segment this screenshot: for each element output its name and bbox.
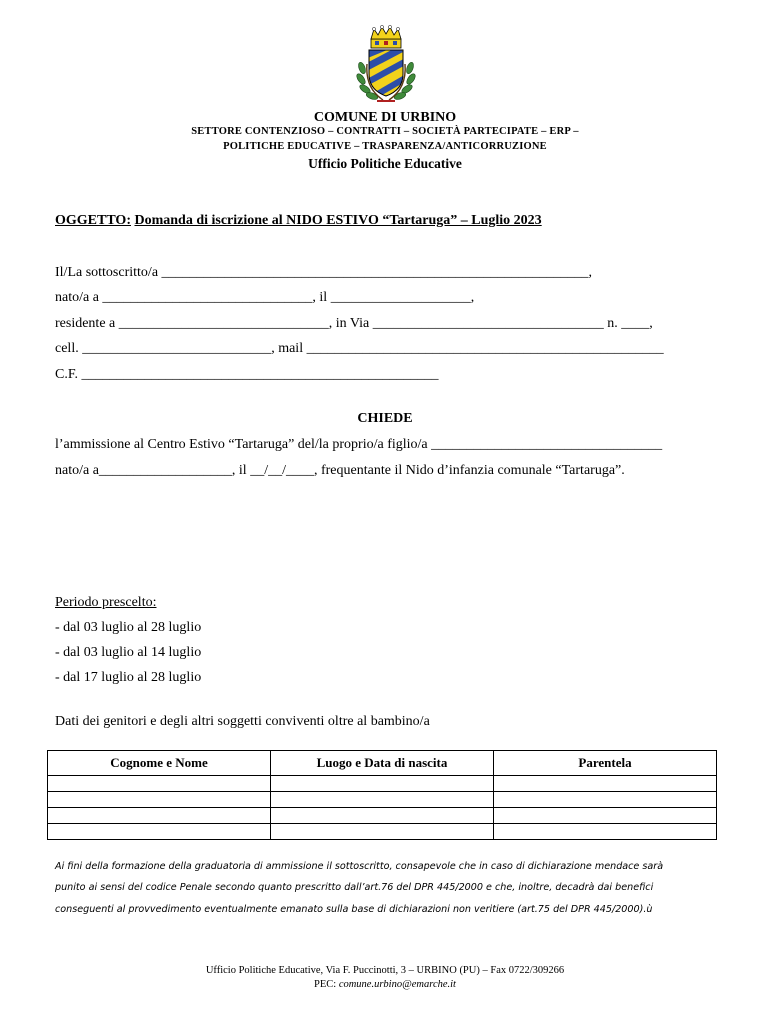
department-line-1: SETTORE CONTENZIOSO – CONTRATTI – SOCIETÀ PARTECIPATE – ERP –: [191, 126, 579, 137]
disclaimer-line: Ai fini della formazione della graduatoria di ammissione il sottoscritto, consapevole che in caso di dichiarazione mendace sarà: [55, 861, 664, 872]
footer-address: Ufficio Politiche Educative, Via F. Puccinotti, 3 – URBINO (PU) – Fax 0722/309266: [205, 965, 565, 976]
period-heading: Periodo prescelto:: [55, 595, 157, 610]
applicant-tax-code-field[interactable]: C.F. ___________________________________________________: [55, 367, 439, 382]
applicant-name-field[interactable]: Il/La sottoscritto/a _____________________________________________________________,: [55, 265, 593, 280]
table-cell[interactable]: [271, 776, 494, 792]
applicant-contact-field[interactable]: cell. ___________________________, mail ___________________________________________________: [55, 341, 664, 356]
request-heading: CHIEDE: [357, 411, 413, 426]
pec-label: PEC:: [314, 979, 337, 990]
table-cell[interactable]: [48, 792, 271, 808]
column-header-relationship: Parentela: [494, 751, 717, 776]
household-table: [47, 750, 717, 840]
applicant-residence-field[interactable]: residente a ______________________________, in Via _________________________________ n. ____,: [55, 316, 653, 331]
household-caption: Dati dei genitori e degli altri soggetti conviventi oltre al bambino/a: [55, 714, 430, 729]
table-cell[interactable]: [494, 824, 717, 840]
applicant-birth-field[interactable]: nato/a a ______________________________, il ____________________,: [55, 290, 475, 305]
table-cell[interactable]: [48, 776, 271, 792]
table-cell[interactable]: [271, 792, 494, 808]
subject-line: [55, 213, 542, 229]
child-birth-field[interactable]: nato/a a___________________, il __/__/____, frequentante il Nido d’infanzia comunale “Tartaruga”.: [55, 463, 625, 478]
table-cell[interactable]: [48, 824, 271, 840]
table-row: [48, 792, 717, 808]
table-cell[interactable]: [271, 824, 494, 840]
child-name-field[interactable]: l’ammissione al Centro Estivo “Tartaruga” del/la proprio/a figlio/a _________________________________: [55, 437, 663, 452]
period-option[interactable]: - dal 17 luglio al 28 luglio: [55, 670, 202, 685]
table-cell[interactable]: [494, 792, 717, 808]
table-row: [48, 824, 717, 840]
disclaimer-line: punito ai sensi del codice Penale secondo quanto prescritto dall’art.76 del DPR 445/2000 e che, inoltre, decadrà dai benefici: [55, 882, 654, 893]
office-name: Ufficio Politiche Educative: [308, 156, 462, 171]
subject-label: OGGETTO:: [55, 213, 131, 228]
pec-email-link[interactable]: comune.urbino@emarche.it: [338, 979, 456, 990]
table-header-row: [48, 751, 717, 776]
column-header-birth: Luogo e Data di nascita: [271, 751, 494, 776]
table-cell[interactable]: [271, 808, 494, 824]
column-header-name: Cognome e Nome: [48, 751, 271, 776]
municipality-title: COMUNE DI URBINO: [313, 110, 457, 125]
table-cell[interactable]: [48, 808, 271, 824]
table-cell[interactable]: [494, 808, 717, 824]
table-row: [48, 808, 717, 824]
disclaimer-line: conseguenti al provvedimento eventualmente emanato sulla base di dichiarazioni non veritiere (art.75 del DPR 445/2000).ù: [55, 904, 653, 915]
crest-logo: [353, 24, 419, 106]
period-option[interactable]: - dal 03 luglio al 14 luglio: [55, 645, 202, 660]
subject-text: Domanda di iscrizione al NIDO ESTIVO “Tartaruga” – Luglio 2023: [134, 213, 542, 228]
department-line-2: POLITICHE EDUCATIVE – TRASPARENZA/ANTICORRUZIONE: [223, 141, 547, 152]
table-cell[interactable]: [494, 776, 717, 792]
table-row: [48, 776, 717, 792]
footer-pec: [0, 979, 770, 990]
period-option[interactable]: - dal 03 luglio al 28 luglio: [55, 620, 202, 635]
